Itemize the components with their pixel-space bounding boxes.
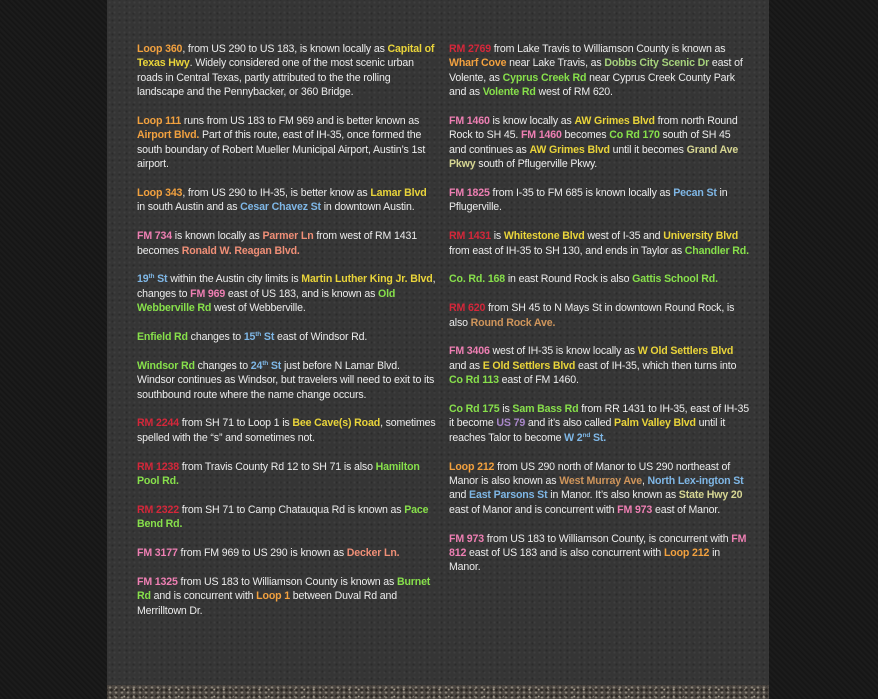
entry-text: changes to — [187, 331, 244, 344]
road-name: St — [261, 331, 275, 344]
road-name: RM 1431 — [449, 230, 491, 243]
road-name: Parmer Ln — [262, 230, 314, 243]
road-name: St — [268, 359, 282, 372]
road-name: 15 — [243, 331, 256, 344]
road-name: Cyprus Creek Rd — [502, 71, 587, 84]
entry-text: near Cyprus Creek County Park and as — [449, 71, 735, 99]
entry-text: east of FM 1460. — [498, 374, 579, 387]
road-name: RM 2322 — [137, 503, 179, 516]
entry-text: is known locally as — [172, 230, 263, 243]
road-name: th — [255, 331, 262, 339]
road-name: FM 973 — [449, 532, 485, 545]
road-name: Round Rock Ave. — [470, 316, 556, 329]
entry-text: in east Round Rock is also — [505, 273, 633, 286]
road-name: 19 — [137, 273, 149, 286]
road-name: th — [262, 359, 269, 367]
road-name: FM 3406 — [449, 345, 490, 358]
entry-text: until it reaches Talor to become — [449, 417, 726, 444]
entry-text: becomes — [561, 129, 610, 142]
road-name: Wharf Cove — [449, 57, 507, 70]
entry-text: east of Manor. — [652, 503, 720, 516]
entry-text: . Widely considered one of the most scenic urban roads in Central Texas, partly attributed to the the rolling landscape and the Pennybacker, or 360 Bridge. — [137, 57, 414, 99]
entry-loop-343 — [137, 186, 437, 215]
entry-text: from west of RM 1431 becomes — [137, 230, 417, 257]
left-column — [137, 42, 437, 632]
entry-rm-1431 — [449, 229, 749, 258]
entry-text: changes to — [194, 359, 251, 372]
road-name: AW Grimes Blvd — [574, 115, 655, 128]
entry-text: west of RM 620. — [535, 86, 613, 99]
road-name: FM 1325 — [137, 575, 178, 588]
entry-text: east of US 183, and is known as — [225, 287, 379, 300]
road-name: Sam Bass Rd — [512, 403, 579, 416]
entry-rm-1238 — [137, 460, 437, 489]
road-name: Martin Luther King Jr. Blvd — [301, 273, 433, 286]
entry-text: south of SH 45 and continues as — [449, 129, 731, 156]
road-name: Loop 360 — [137, 43, 183, 55]
road-name: FM 734 — [137, 230, 173, 243]
entry-loop-111 — [137, 114, 437, 172]
entry-text: from FM 969 to US 290 is known as — [177, 547, 347, 560]
entry-text: south of Pflugerville Pkwy. — [475, 158, 598, 171]
entry-text: from RR 1431 to IH-35, east of IH-35 it become — [449, 403, 749, 430]
entry-text: east of Windsor Rd. — [274, 331, 368, 344]
road-name: Co Rd 175 — [449, 403, 500, 416]
road-name: W Old Settlers Blvd — [637, 345, 734, 358]
entry-fm-1825 — [449, 186, 749, 215]
road-name: Palm Valley Blvd — [614, 417, 696, 430]
entry-text: , from US 290 to IH-35, is better know as — [182, 187, 371, 200]
entry-text: from US 183 to Williamson County is known as — [177, 575, 397, 588]
road-name: E Old Settlers Blvd — [482, 359, 576, 372]
road-name: th — [148, 273, 155, 281]
gravel-footer-strip — [107, 685, 769, 699]
entry-co-rd-175 — [449, 402, 749, 445]
entry-text: is know locally as — [489, 115, 575, 128]
entry-fm-734 — [137, 229, 437, 258]
entry-text: and — [449, 489, 470, 502]
road-name: Co Rd 113 — [449, 374, 499, 387]
entry-text: west of Webberville. — [211, 302, 306, 315]
entry-text: east of IH-35, which then turns into — [575, 359, 737, 372]
entry-loop-360 — [137, 42, 437, 100]
entry-text: from Travis County Rd 12 to SH 71 is also — [178, 460, 376, 473]
road-name: Co Rd 170 — [609, 129, 660, 142]
road-name: Capital of Texas Hwy — [137, 43, 435, 70]
entry-windsor-rd — [137, 359, 437, 402]
road-name: Pecan St — [673, 187, 717, 200]
entry-fm-973 — [449, 532, 749, 575]
right-column — [449, 42, 749, 589]
road-name: AW Grimes Blvd — [529, 143, 610, 156]
road-name: Airport Blvd. — [137, 129, 200, 142]
entry-text: from SH 71 to Loop 1 is — [178, 417, 293, 430]
entry-text: is — [490, 230, 504, 243]
road-name: RM 1238 — [137, 460, 179, 473]
entry-fm-1325 — [137, 575, 437, 618]
entry-text: in Pflugerville. — [449, 187, 728, 214]
entry-text: is — [499, 403, 513, 416]
road-name: Volente Rd — [482, 86, 536, 99]
entry-text: Part of this route, east of IH-35, once formed the south boundary of Robert Mueller Municipal Airport, Austin’s 1st airport. — [137, 129, 426, 171]
road-name: East Parsons St — [469, 489, 548, 502]
road-name: Co. Rd. 168 — [449, 273, 506, 286]
road-name: Dobbs City Scenic Dr — [604, 57, 710, 70]
road-name: Lamar Blvd — [370, 187, 427, 200]
entry-text: from SH 71 to Camp Chatauqua Rd is known as — [178, 503, 405, 516]
entry-text: from Lake Travis to Williamson County is known as — [490, 43, 726, 55]
entry-text: from I-35 to FM 685 is known locally as — [489, 187, 674, 200]
road-name: Ronald W. Reagan Blvd. — [181, 244, 300, 257]
entry-text: east of Volente, as — [449, 57, 743, 84]
entry-text: in south Austin and as — [137, 201, 241, 214]
entry-text: from east of IH-35 to SH 130, and ends in Taylor as — [449, 244, 685, 257]
road-name: University Blvd — [663, 230, 739, 243]
entry-text: , — [641, 475, 648, 488]
entry-text: from north Round Rock to SH 45. — [449, 115, 738, 142]
entry-text: , from US 290 to US 183, is known locally as — [182, 43, 388, 55]
road-name: Gattis School Rd. — [632, 273, 718, 286]
entry-text: east of US 183 and is also concurrent with — [466, 547, 664, 560]
road-name: RM 2244 — [137, 417, 179, 430]
road-name: RM 620 — [449, 302, 486, 315]
entry-fm-1460 — [449, 114, 749, 172]
entry-text: until it becomes — [609, 143, 687, 156]
road-name: Whitestone Blvd — [503, 230, 585, 243]
entry-text: in Manor. It’s also known as — [547, 489, 679, 502]
entry-rm-2322 — [137, 503, 437, 532]
entry-text: in Manor. — [449, 547, 721, 574]
entry-text: west of I-35 and — [584, 230, 664, 243]
entry-text: from US 290 north of Manor to US 290 northeast of Manor is also known as — [449, 460, 731, 488]
road-name: RM 2769 — [449, 43, 491, 55]
road-name: Pace Bend Rd. — [137, 503, 429, 531]
entry-19th-st — [137, 272, 437, 315]
road-name: Burnet Rd — [137, 575, 431, 603]
entry-fm-3177 — [137, 546, 437, 560]
road-name: FM 1825 — [449, 187, 490, 200]
road-name: nd — [582, 431, 591, 439]
road-name: Cesar Chavez St — [240, 201, 321, 214]
road-name: Bee Cave(s) Road — [292, 417, 381, 430]
entry-text: and as — [449, 359, 483, 372]
entry-text: from US 183 to Williamson County, is concurrent with — [484, 532, 732, 545]
road-name: Windsor Rd — [137, 359, 195, 372]
entry-text: and is concurrent with — [150, 590, 257, 603]
road-name: FM 973 — [617, 503, 653, 516]
right-background — [769, 0, 878, 699]
road-name: FM 812 — [449, 532, 747, 560]
entry-text: near Lake Travis, as — [506, 57, 605, 70]
entry-text: , sometimes spelled with the “s” and sometimes not. — [137, 417, 436, 444]
road-name: Loop 343 — [137, 187, 183, 200]
entry-rm-2244 — [137, 416, 437, 445]
entry-text: within the Austin city limits is — [167, 273, 302, 286]
road-name: St — [154, 273, 168, 286]
road-name: US 79 — [496, 417, 526, 430]
road-name: Enfield Rd — [137, 331, 188, 344]
road-name: West Murray Ave — [559, 475, 642, 488]
road-name: Chandler Rd. — [684, 244, 749, 257]
road-name: Grand Ave Pkwy — [449, 143, 739, 171]
road-name: Loop 111 — [137, 115, 182, 128]
road-name: Hamilton Pool Rd. — [137, 460, 420, 488]
entry-fm-3406 — [449, 344, 749, 387]
road-name: Loop 212 — [449, 460, 495, 473]
road-name: Old Webberville Rd — [137, 287, 396, 315]
road-name: North Lex-ington St — [647, 475, 744, 488]
entry-enfield-rd — [137, 330, 437, 344]
entry-text: and it’s also called — [525, 417, 615, 430]
road-name: Loop 212 — [663, 547, 710, 560]
entry-text: between Duval Rd and Merrilltown Dr. — [137, 590, 397, 617]
entry-text: just before N Lamar Blvd. Windsor continues as Windsor, but travelers will need to exit to its southbound route where the name change occurs. — [137, 359, 435, 401]
road-name: 24 — [250, 359, 263, 372]
entry-co-rd-168 — [449, 272, 749, 286]
road-name: State Hwy 20 — [678, 489, 743, 502]
road-name: W 2 — [564, 431, 583, 444]
entry-rm-2769 — [449, 42, 749, 100]
entry-text: in downtown Austin. — [320, 201, 415, 214]
entry-text: east of Manor and is concurrent with — [449, 503, 618, 516]
road-name: Decker Ln. — [346, 547, 400, 560]
left-background — [0, 0, 107, 699]
road-name: FM 1460 — [449, 115, 490, 128]
entry-text: west of IH-35 is know locally as — [489, 345, 638, 358]
road-name: FM 3177 — [137, 547, 178, 560]
entry-loop-212 — [449, 460, 749, 518]
entry-text: runs from US 183 to FM 969 and is better known as — [181, 115, 420, 128]
entry-rm-620 — [449, 301, 749, 330]
entry-text: , changes to — [137, 273, 436, 300]
road-name: FM 1460 — [520, 129, 562, 142]
road-name: Loop 1 — [256, 590, 290, 603]
road-name: FM 969 — [190, 287, 226, 300]
road-name: St. — [590, 431, 607, 444]
entry-text: from SH 45 to N Mays St in downtown Round Rock, is also — [449, 302, 735, 329]
